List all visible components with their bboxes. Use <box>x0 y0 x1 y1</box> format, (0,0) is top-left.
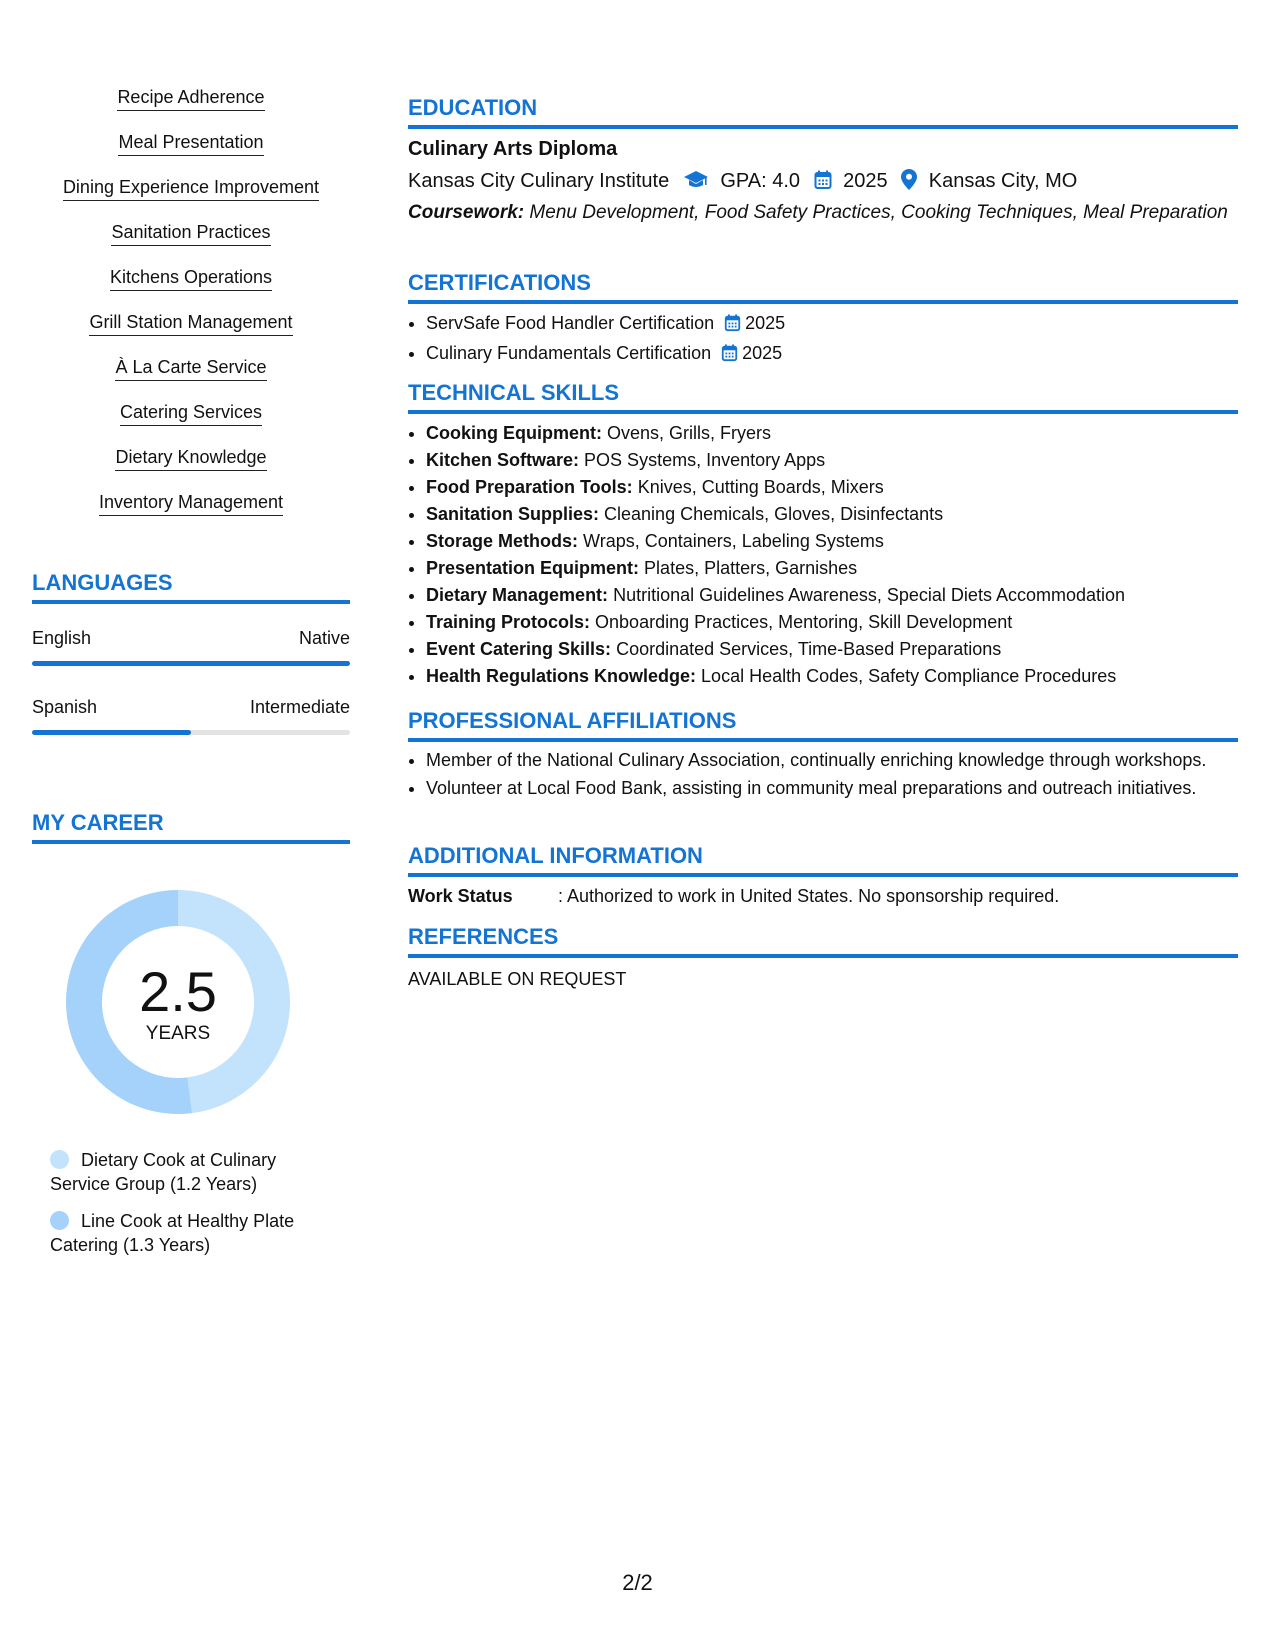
list-item <box>426 663 1238 690</box>
skill-label: Dietary Knowledge <box>115 446 266 471</box>
skill-item <box>32 446 350 471</box>
language-level: Intermediate <box>249 697 350 717</box>
calendar-icon <box>814 170 832 197</box>
education-meta <box>408 168 1238 197</box>
list-item <box>426 636 1238 663</box>
legend-dot <box>50 1211 69 1230</box>
list-item: • Member of the National Culinary Association, continually enriching knowledge through workshops. <box>426 748 1238 772</box>
certification-name: Culinary Fundamentals Certification <box>426 343 712 363</box>
list-item <box>426 420 1238 447</box>
language-bar-fill <box>32 730 191 735</box>
coursework-label: Coursework: <box>408 202 525 223</box>
skill-label: Sanitation Practices <box>111 221 270 246</box>
coursework-list: Menu Development, Food Safety Practices, Cooking Techniques, Meal Preparation <box>529 202 1228 223</box>
legend-label: Dietary Cook at Culinary Service Group (1.2 Years) <box>50 1150 277 1194</box>
skill-label: Grill Station Management <box>89 311 292 336</box>
education-entry <box>408 136 1238 225</box>
skill-category: Event Catering Skills: <box>426 639 612 659</box>
education-location: Kansas City, MO <box>928 170 1078 192</box>
skill-item <box>32 356 350 381</box>
education-institution: Kansas City Culinary Institute <box>408 170 670 192</box>
career-total-value: 2.5 <box>139 960 217 1023</box>
legend-dot <box>50 1150 69 1169</box>
certifications-list <box>408 310 1238 370</box>
education-year: 2025 <box>843 170 888 192</box>
list-item <box>426 609 1238 636</box>
skill-values: Knives, Cutting Boards, Mixers <box>637 477 884 497</box>
skill-label: Recipe Adherence <box>117 86 264 111</box>
skill-item <box>32 311 350 336</box>
skill-item <box>32 491 350 516</box>
skill-category: Cooking Equipment: <box>426 423 602 443</box>
education-heading: EDUCATION <box>408 95 1238 129</box>
certification-name: ServSafe Food Handler Certification <box>426 313 715 333</box>
list-item <box>426 310 1238 340</box>
skill-values: Coordinated Services, Time-Based Preparations <box>616 639 1002 659</box>
skill-category: Sanitation Supplies: <box>426 504 600 524</box>
references-text: AVAILABLE ON REQUEST <box>408 969 627 989</box>
language-bar <box>32 661 350 666</box>
work-status-label: Work Status <box>408 886 513 906</box>
skill-item <box>32 86 350 111</box>
career-donut-label <box>66 890 290 1114</box>
additional-info-heading: ADDITIONAL INFORMATION <box>408 843 1238 877</box>
skill-item <box>32 176 350 201</box>
skill-label: Inventory Management <box>99 491 283 516</box>
list-item <box>426 582 1238 609</box>
skill-values: Local Health Codes, Safety Compliance Procedures <box>701 666 1117 686</box>
location-pin-icon <box>901 169 917 197</box>
education-degree: Culinary Arts Diploma <box>408 138 618 160</box>
list-item <box>426 474 1238 501</box>
skill-item <box>32 266 350 291</box>
technical-skills-heading: TECHNICAL SKILLS <box>408 380 1238 414</box>
skill-label: Catering Services <box>120 401 262 426</box>
skill-values: Nutritional Guidelines Awareness, Special Diets Accommodation <box>613 585 1126 605</box>
references-heading: REFERENCES <box>408 924 1238 958</box>
certification-year: 2025 <box>742 343 783 363</box>
skill-label: Kitchens Operations <box>110 266 272 291</box>
career-total-unit: YEARS <box>145 1023 211 1044</box>
career-legend-item-2 <box>50 1209 340 1257</box>
language-level: Native <box>298 628 350 648</box>
language-bar <box>32 730 350 735</box>
skill-category: Food Preparation Tools: <box>426 477 633 497</box>
calendar-icon <box>721 343 738 370</box>
list-item: • Volunteer at Local Food Bank, assisting in community meal preparations and outreach initiatives. <box>426 776 1238 800</box>
skill-item <box>32 221 350 246</box>
calendar-icon <box>724 313 741 340</box>
skill-label: Dining Experience Improvement <box>63 176 319 201</box>
language-name: English <box>32 628 92 648</box>
skill-values: Plates, Platters, Garnishes <box>644 558 858 578</box>
skill-category: Storage Methods: <box>426 531 579 551</box>
language-name: Spanish <box>32 697 98 717</box>
work-status-row <box>408 884 1238 908</box>
skill-label: Meal Presentation <box>118 131 263 156</box>
skill-category: Kitchen Software: <box>426 450 580 470</box>
list-item <box>426 447 1238 474</box>
skill-values: Ovens, Grills, Fryers <box>607 423 772 443</box>
skill-item <box>32 401 350 426</box>
list-item <box>426 555 1238 582</box>
skill-item <box>32 131 350 156</box>
page-number: 2/2 <box>622 1570 653 1595</box>
language-bar-fill <box>32 661 350 666</box>
work-status-value: : Authorized to work in United States. No sponsorship required. <box>558 886 1060 906</box>
skill-values: Cleaning Chemicals, Gloves, Disinfectants <box>604 504 944 524</box>
skill-category: Dietary Management: <box>426 585 609 605</box>
skill-category: Presentation Equipment: <box>426 558 640 578</box>
technical-skills-list <box>408 420 1238 690</box>
certifications-heading: CERTIFICATIONS <box>408 270 1238 304</box>
certification-year: 2025 <box>745 313 786 333</box>
list-item <box>426 340 1238 370</box>
career-donut-chart <box>66 890 290 1114</box>
languages-heading: LANGUAGES <box>32 570 350 604</box>
skill-label: À La Carte Service <box>115 356 266 381</box>
affiliations-list <box>408 748 1238 800</box>
graduation-cap-icon <box>683 170 709 197</box>
career-heading: MY CAREER <box>32 810 350 844</box>
skill-values: Wraps, Containers, Labeling Systems <box>583 531 884 551</box>
skill-values: POS Systems, Inventory Apps <box>584 450 826 470</box>
skill-category: Health Regulations Knowledge: <box>426 666 697 686</box>
career-legend-item-1 <box>50 1148 340 1196</box>
list-item <box>426 501 1238 528</box>
skill-category: Training Protocols: <box>426 612 591 632</box>
education-coursework <box>408 201 1238 225</box>
education-gpa: GPA: 4.0 <box>720 170 801 192</box>
list-item <box>426 528 1238 555</box>
affiliations-heading: PROFESSIONAL AFFILIATIONS <box>408 708 1238 742</box>
legend-label: Line Cook at Healthy Plate Catering (1.3 Years) <box>50 1211 295 1255</box>
skill-values: Onboarding Practices, Mentoring, Skill Development <box>595 612 1013 632</box>
